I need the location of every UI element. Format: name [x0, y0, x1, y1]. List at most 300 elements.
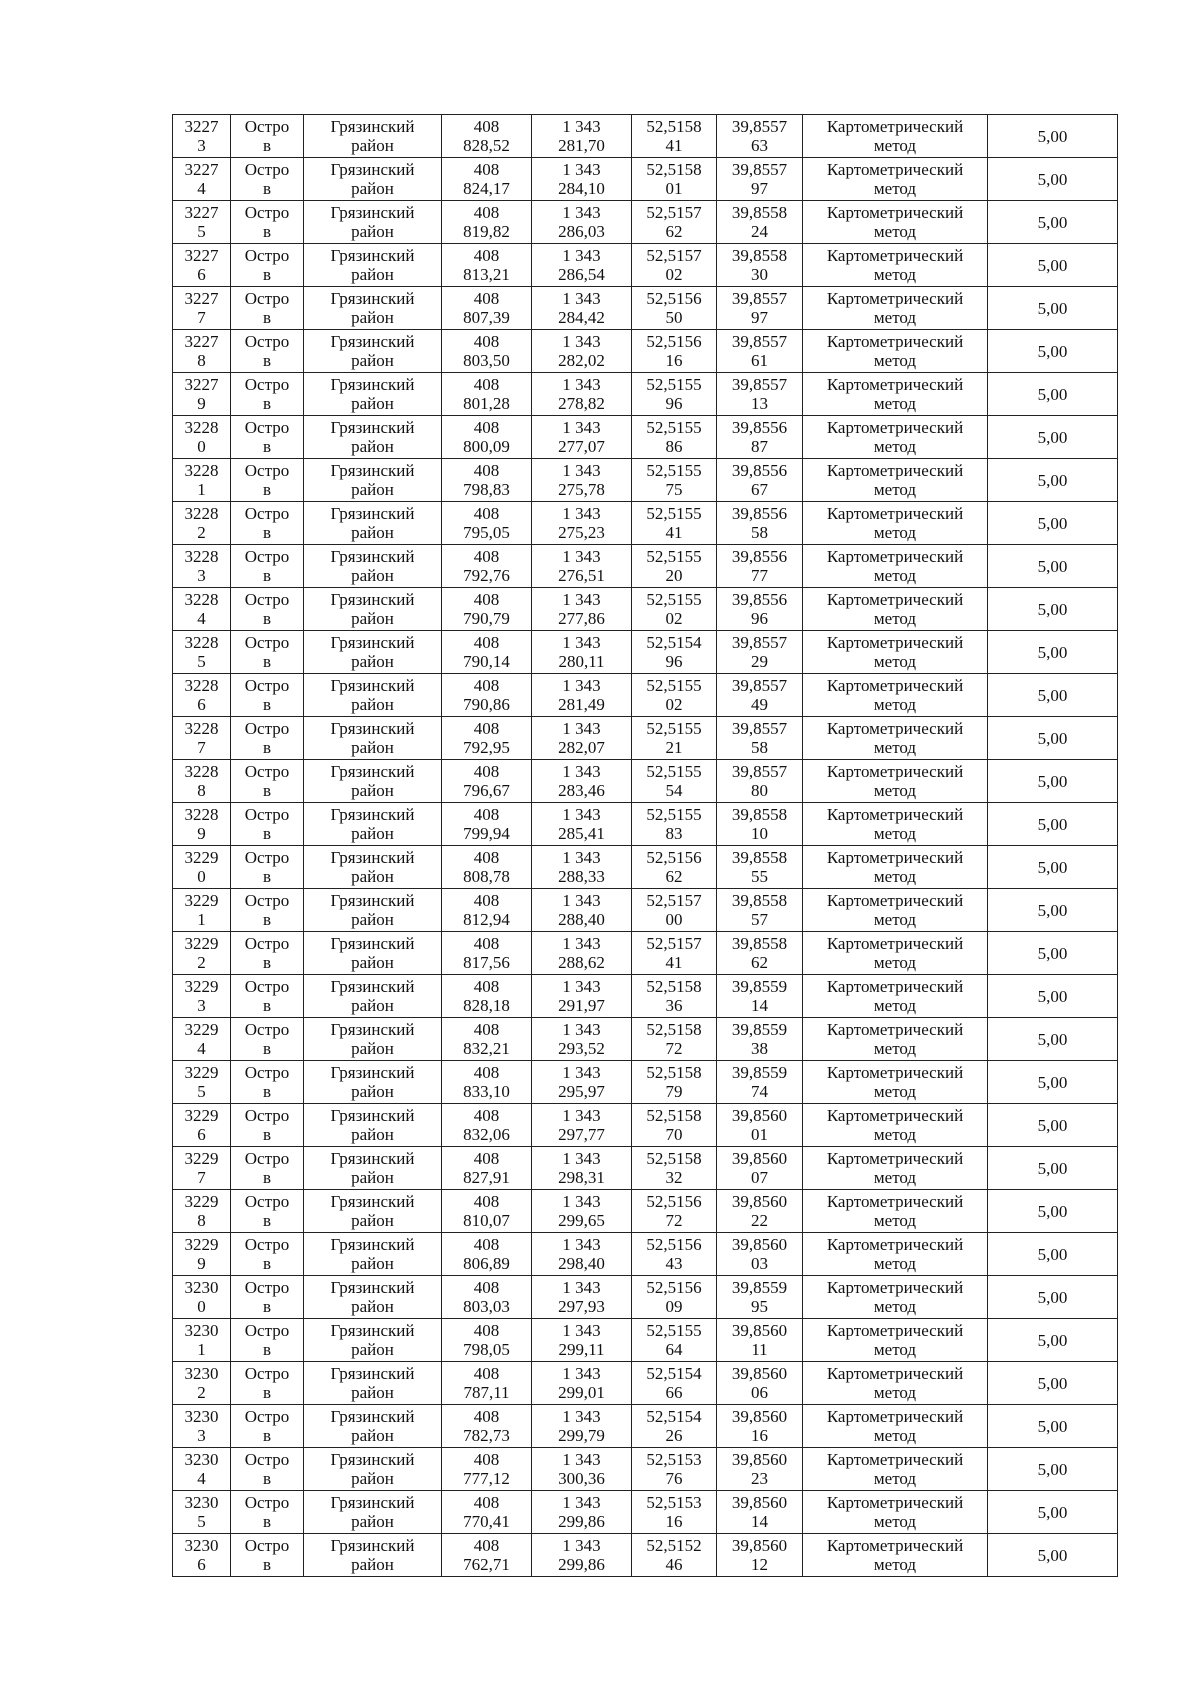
x-coordinate-cell-line: 799,94 [463, 824, 510, 843]
x-coordinate-cell [442, 1104, 532, 1147]
district-cell-line: район [351, 1039, 394, 1058]
x-coordinate-cell-line: 790,14 [463, 652, 510, 671]
object-type-cell [231, 158, 304, 201]
method-cell-line: Картометрический [826, 805, 964, 824]
x-coordinate-cell [442, 803, 532, 846]
longitude-cell-line: 39,8557 [731, 160, 788, 179]
x-coordinate-cell [442, 330, 532, 373]
point-number-cell-line: 4 [197, 1039, 206, 1058]
table-row [173, 1534, 1118, 1577]
object-type-cell [231, 1104, 304, 1147]
x-coordinate-cell-line: 800,09 [463, 437, 510, 456]
y-coordinate-cell-line: 1 343 [562, 1192, 601, 1211]
point-number-cell-line: 6 [197, 265, 206, 284]
latitude-cell-line: 72 [665, 1039, 683, 1058]
table-row [173, 1018, 1118, 1061]
x-coordinate-cell-line: 408 [473, 1149, 500, 1168]
accuracy-cell: 5,00 [988, 330, 1118, 373]
y-coordinate-cell [532, 1405, 632, 1448]
latitude-cell [632, 1534, 717, 1577]
latitude-cell-line: 76 [665, 1469, 683, 1488]
method-cell-line: Картометрический [826, 934, 964, 953]
point-number-cell-line: 3227 [184, 117, 219, 136]
object-type-cell-line: в [262, 1168, 272, 1187]
x-coordinate-cell-line: 790,86 [463, 695, 510, 714]
latitude-cell-line: 52,5155 [646, 375, 702, 394]
method-cell [803, 459, 988, 502]
point-number-cell-line: 3228 [184, 504, 219, 523]
point-number-cell-line: 3227 [184, 332, 219, 351]
x-coordinate-cell [442, 1233, 532, 1276]
method-cell [803, 1362, 988, 1405]
x-coordinate-cell-line: 408 [473, 805, 500, 824]
y-coordinate-cell [532, 416, 632, 459]
latitude-cell [632, 201, 717, 244]
district-cell [304, 158, 442, 201]
district-cell-line: Грязинский [330, 1493, 415, 1512]
object-type-cell-line: в [262, 437, 272, 456]
latitude-cell [632, 459, 717, 502]
district-cell [304, 1405, 442, 1448]
object-type-cell-line: в [262, 480, 272, 499]
longitude-cell [717, 502, 803, 545]
point-number-cell-line: 5 [197, 652, 206, 671]
accuracy-cell: 5,00 [988, 1147, 1118, 1190]
method-cell-line: Картометрический [826, 332, 964, 351]
longitude-cell-line: 01 [751, 1125, 768, 1144]
method-cell-line: Картометрический [826, 1321, 964, 1340]
x-coordinate-cell-line: 408 [473, 461, 500, 480]
method-cell-line: метод [873, 1297, 917, 1316]
method-cell-line: Картометрический [826, 1020, 964, 1039]
longitude-cell-line: 39,8556 [731, 547, 788, 566]
point-number-cell-line: 3227 [184, 160, 219, 179]
accuracy-cell: 5,00 [988, 1190, 1118, 1233]
accuracy-cell: 5,00 [988, 158, 1118, 201]
district-cell [304, 1448, 442, 1491]
longitude-cell-line: 23 [751, 1469, 768, 1488]
point-number-cell [173, 674, 231, 717]
district-cell-line: район [351, 996, 394, 1015]
point-number-cell-line: 3 [197, 566, 206, 585]
y-coordinate-cell-line: 1 343 [562, 934, 601, 953]
y-coordinate-cell-line: 276,51 [558, 566, 605, 585]
point-number-cell-line: 5 [197, 1512, 206, 1531]
object-type-cell-line: в [262, 652, 272, 671]
latitude-cell [632, 674, 717, 717]
method-cell [803, 1534, 988, 1577]
latitude-cell-line: 52,5156 [646, 1192, 702, 1211]
longitude-cell [717, 889, 803, 932]
district-cell-line: район [351, 222, 394, 241]
object-type-cell-line: в [262, 609, 272, 628]
latitude-cell-line: 52,5156 [646, 1278, 702, 1297]
district-cell [304, 1362, 442, 1405]
x-coordinate-cell [442, 545, 532, 588]
object-type-cell-line: в [262, 996, 272, 1015]
point-number-cell-line: 3228 [184, 762, 219, 781]
object-type-cell-line: в [262, 1125, 272, 1144]
table-row [173, 717, 1118, 760]
method-cell-line: метод [873, 1168, 917, 1187]
method-cell-line: метод [873, 1383, 917, 1402]
y-coordinate-cell-line: 281,49 [558, 695, 605, 714]
x-coordinate-cell [442, 932, 532, 975]
object-type-cell-line: Остро [244, 1235, 290, 1254]
method-cell-line: Картометрический [826, 375, 964, 394]
method-cell-line: Картометрический [826, 289, 964, 308]
latitude-cell-line: 52,5158 [646, 1063, 702, 1082]
method-cell [803, 330, 988, 373]
y-coordinate-cell [532, 846, 632, 889]
x-coordinate-cell-line: 408 [473, 676, 500, 695]
method-cell-line: метод [873, 1340, 917, 1359]
longitude-cell [717, 1147, 803, 1190]
point-number-cell-line: 3 [197, 1426, 206, 1445]
x-coordinate-cell-line: 807,39 [463, 308, 510, 327]
latitude-cell-line: 52,5157 [646, 891, 702, 910]
point-number-cell-line: 3227 [184, 289, 219, 308]
accuracy-cell: 5,00 [988, 1018, 1118, 1061]
longitude-cell-line: 39,8560 [731, 1407, 788, 1426]
x-coordinate-cell-line: 795,05 [463, 523, 510, 542]
method-cell-line: Картометрический [826, 1235, 964, 1254]
latitude-cell [632, 1448, 717, 1491]
object-type-cell-line: Остро [244, 719, 290, 738]
district-cell-line: Грязинский [330, 1321, 415, 1340]
y-coordinate-cell-line: 299,86 [558, 1512, 605, 1531]
method-cell-line: Картометрический [826, 203, 964, 222]
x-coordinate-cell-line: 408 [473, 1450, 500, 1469]
x-coordinate-cell-line: 832,21 [463, 1039, 510, 1058]
district-cell-line: Грязинский [330, 375, 415, 394]
district-cell-line: Грязинский [330, 289, 415, 308]
x-coordinate-cell [442, 1276, 532, 1319]
longitude-cell-line: 61 [751, 351, 768, 370]
point-number-cell-line: 3230 [184, 1364, 219, 1383]
x-coordinate-cell-line: 408 [473, 1020, 500, 1039]
method-cell-line: метод [873, 695, 917, 714]
object-type-cell-line: в [262, 1469, 272, 1488]
object-type-cell-line: Остро [244, 160, 290, 179]
x-coordinate-cell-line: 408 [473, 762, 500, 781]
x-coordinate-cell-line: 803,03 [463, 1297, 510, 1316]
x-coordinate-cell-line: 408 [473, 719, 500, 738]
longitude-cell [717, 760, 803, 803]
y-coordinate-cell [532, 760, 632, 803]
method-cell [803, 1190, 988, 1233]
district-cell-line: район [351, 609, 394, 628]
accuracy-cell: 5,00 [988, 1319, 1118, 1362]
y-coordinate-cell-line: 1 343 [562, 246, 601, 265]
x-coordinate-cell [442, 1534, 532, 1577]
longitude-cell-line: 39,8557 [731, 332, 788, 351]
point-number-cell-line: 1 [197, 480, 206, 499]
point-number-cell-line: 3230 [184, 1321, 219, 1340]
y-coordinate-cell-line: 1 343 [562, 418, 601, 437]
method-cell [803, 373, 988, 416]
x-coordinate-cell-line: 408 [473, 1106, 500, 1125]
x-coordinate-cell-line: 408 [473, 246, 500, 265]
latitude-cell [632, 416, 717, 459]
x-coordinate-cell [442, 1448, 532, 1491]
table-row [173, 201, 1118, 244]
point-number-cell-line: 8 [197, 781, 206, 800]
latitude-cell [632, 932, 717, 975]
latitude-cell [632, 1276, 717, 1319]
point-number-cell-line: 7 [197, 308, 206, 327]
y-coordinate-cell-line: 1 343 [562, 547, 601, 566]
point-number-cell-line: 3230 [184, 1536, 219, 1555]
latitude-cell-line: 16 [665, 351, 683, 370]
x-coordinate-cell [442, 674, 532, 717]
x-coordinate-cell-line: 408 [473, 1493, 500, 1512]
point-number-cell [173, 1233, 231, 1276]
latitude-cell [632, 158, 717, 201]
table-row [173, 1147, 1118, 1190]
object-type-cell [231, 373, 304, 416]
x-coordinate-cell-line: 777,12 [463, 1469, 510, 1488]
district-cell-line: Грязинский [330, 160, 415, 179]
longitude-cell [717, 674, 803, 717]
method-cell-line: Картометрический [826, 676, 964, 695]
method-cell-line: метод [873, 609, 917, 628]
object-type-cell-line: в [262, 1340, 272, 1359]
x-coordinate-cell-line: 408 [473, 547, 500, 566]
latitude-cell-line: 52,5155 [646, 676, 702, 695]
point-number-cell-line: 8 [197, 351, 206, 370]
object-type-cell-line: в [262, 695, 272, 714]
longitude-cell-line: 29 [751, 652, 768, 671]
latitude-cell-line: 52,5153 [646, 1493, 702, 1512]
method-cell [803, 1061, 988, 1104]
object-type-cell [231, 416, 304, 459]
object-type-cell-line: в [262, 136, 272, 155]
y-coordinate-cell-line: 1 343 [562, 1407, 601, 1426]
latitude-cell-line: 52,5158 [646, 977, 702, 996]
y-coordinate-cell-line: 1 343 [562, 633, 601, 652]
object-type-cell-line: Остро [244, 461, 290, 480]
y-coordinate-cell-line: 297,77 [558, 1125, 605, 1144]
table-row [173, 502, 1118, 545]
method-cell [803, 545, 988, 588]
latitude-cell-line: 52,5155 [646, 418, 702, 437]
point-number-cell-line: 3228 [184, 547, 219, 566]
y-coordinate-cell-line: 284,42 [558, 308, 605, 327]
longitude-cell-line: 39,8560 [731, 1149, 788, 1168]
point-number-cell-line: 3 [197, 996, 206, 1015]
object-type-cell-line: в [262, 824, 272, 843]
point-number-cell [173, 975, 231, 1018]
x-coordinate-cell-line: 408 [473, 289, 500, 308]
longitude-cell-line: 57 [751, 910, 768, 929]
district-cell-line: Грязинский [330, 547, 415, 566]
district-cell-line: район [351, 136, 394, 155]
method-cell-line: метод [873, 136, 917, 155]
point-number-cell [173, 115, 231, 158]
x-coordinate-cell [442, 975, 532, 1018]
latitude-cell-line: 52,5155 [646, 461, 702, 480]
x-coordinate-cell-line: 787,11 [463, 1383, 510, 1402]
method-cell-line: Картометрический [826, 848, 964, 867]
x-coordinate-cell-line: 408 [473, 160, 500, 179]
latitude-cell-line: 86 [665, 437, 683, 456]
district-cell-line: Грязинский [330, 1450, 415, 1469]
x-coordinate-cell [442, 1147, 532, 1190]
method-cell-line: Картометрический [826, 719, 964, 738]
object-type-cell-line: в [262, 1082, 272, 1101]
district-cell [304, 502, 442, 545]
y-coordinate-cell-line: 1 343 [562, 1235, 601, 1254]
longitude-cell [717, 846, 803, 889]
x-coordinate-cell-line: 408 [473, 1407, 500, 1426]
table-row [173, 1190, 1118, 1233]
object-type-cell [231, 803, 304, 846]
latitude-cell-line: 02 [665, 695, 683, 714]
latitude-cell-line: 52,5154 [646, 1364, 702, 1383]
district-cell [304, 416, 442, 459]
longitude-cell-line: 39,8558 [731, 805, 788, 824]
y-coordinate-cell [532, 1147, 632, 1190]
y-coordinate-cell-line: 1 343 [562, 332, 601, 351]
district-cell [304, 975, 442, 1018]
point-number-cell-line: 1 [197, 910, 206, 929]
y-coordinate-cell-line: 1 343 [562, 1321, 601, 1340]
accuracy-cell: 5,00 [988, 201, 1118, 244]
method-cell-line: метод [873, 996, 917, 1015]
method-cell [803, 1405, 988, 1448]
district-cell-line: район [351, 1383, 394, 1402]
x-coordinate-cell-line: 812,94 [463, 910, 510, 929]
latitude-cell-line: 52,5157 [646, 246, 702, 265]
object-type-cell-line: Остро [244, 1192, 290, 1211]
y-coordinate-cell-line: 291,97 [558, 996, 605, 1015]
method-cell-line: Картометрический [826, 1106, 964, 1125]
accuracy-cell: 5,00 [988, 1534, 1118, 1577]
latitude-cell-line: 21 [665, 738, 683, 757]
district-cell-line: район [351, 437, 394, 456]
y-coordinate-cell-line: 299,86 [558, 1555, 605, 1574]
accuracy-cell: 5,00 [988, 846, 1118, 889]
table-row [173, 1491, 1118, 1534]
y-coordinate-cell-line: 1 343 [562, 504, 601, 523]
district-cell [304, 760, 442, 803]
latitude-cell [632, 803, 717, 846]
point-number-cell-line: 9 [197, 824, 206, 843]
object-type-cell-line: Остро [244, 418, 290, 437]
longitude-cell [717, 1448, 803, 1491]
y-coordinate-cell [532, 1534, 632, 1577]
x-coordinate-cell-line: 408 [473, 1235, 500, 1254]
latitude-cell-line: 52,5152 [646, 1536, 702, 1555]
latitude-cell-line: 66 [665, 1383, 683, 1402]
district-cell-line: Грязинский [330, 246, 415, 265]
y-coordinate-cell [532, 459, 632, 502]
point-number-cell-line: 3227 [184, 246, 219, 265]
table-row [173, 1319, 1118, 1362]
object-type-cell-line: Остро [244, 1493, 290, 1512]
latitude-cell-line: 52,5158 [646, 1149, 702, 1168]
district-cell [304, 889, 442, 932]
district-cell-line: Грязинский [330, 117, 415, 136]
object-type-cell [231, 115, 304, 158]
x-coordinate-cell-line: 408 [473, 1536, 500, 1555]
object-type-cell-line: в [262, 222, 272, 241]
point-number-cell [173, 1405, 231, 1448]
x-coordinate-cell-line: 408 [473, 332, 500, 351]
method-cell-line: Картометрический [826, 117, 964, 136]
district-cell [304, 287, 442, 330]
method-cell-line: метод [873, 308, 917, 327]
accuracy-cell: 5,00 [988, 975, 1118, 1018]
longitude-cell [717, 717, 803, 760]
y-coordinate-cell-line: 286,03 [558, 222, 605, 241]
longitude-cell-line: 22 [751, 1211, 768, 1230]
method-cell [803, 201, 988, 244]
y-coordinate-cell [532, 158, 632, 201]
y-coordinate-cell-line: 298,40 [558, 1254, 605, 1273]
y-coordinate-cell-line: 1 343 [562, 117, 601, 136]
district-cell [304, 1276, 442, 1319]
y-coordinate-cell-line: 1 343 [562, 160, 601, 179]
point-number-cell-line: 5 [197, 222, 206, 241]
y-coordinate-cell [532, 244, 632, 287]
longitude-cell-line: 39,8560 [731, 1106, 788, 1125]
longitude-cell-line: 39,8557 [731, 289, 788, 308]
point-number-cell-line: 3228 [184, 633, 219, 652]
method-cell [803, 760, 988, 803]
point-number-cell [173, 932, 231, 975]
longitude-cell-line: 07 [751, 1168, 768, 1187]
latitude-cell [632, 1233, 717, 1276]
latitude-cell [632, 373, 717, 416]
longitude-cell [717, 1491, 803, 1534]
x-coordinate-cell-line: 408 [473, 977, 500, 996]
y-coordinate-cell-line: 282,02 [558, 351, 605, 370]
longitude-cell [717, 803, 803, 846]
district-cell-line: район [351, 953, 394, 972]
method-cell [803, 1491, 988, 1534]
method-cell [803, 631, 988, 674]
point-number-cell [173, 889, 231, 932]
point-number-cell [173, 545, 231, 588]
x-coordinate-cell-line: 808,78 [463, 867, 510, 886]
y-coordinate-cell [532, 588, 632, 631]
object-type-cell-line: Остро [244, 246, 290, 265]
longitude-cell-line: 39,8558 [731, 203, 788, 222]
longitude-cell-line: 39,8558 [731, 848, 788, 867]
latitude-cell-line: 41 [665, 136, 683, 155]
longitude-cell-line: 39,8559 [731, 977, 788, 996]
y-coordinate-cell-line: 275,78 [558, 480, 605, 499]
y-coordinate-cell-line: 288,40 [558, 910, 605, 929]
x-coordinate-cell-line: 408 [473, 117, 500, 136]
point-number-cell [173, 1018, 231, 1061]
longitude-cell-line: 16 [751, 1426, 768, 1445]
latitude-cell-line: 02 [665, 609, 683, 628]
object-type-cell [231, 287, 304, 330]
longitude-cell [717, 1061, 803, 1104]
district-cell-line: район [351, 394, 394, 413]
method-cell-line: Картометрический [826, 1063, 964, 1082]
point-number-cell-line: 4 [197, 609, 206, 628]
latitude-cell-line: 72 [665, 1211, 683, 1230]
object-type-cell-line: Остро [244, 891, 290, 910]
district-cell-line: район [351, 1426, 394, 1445]
y-coordinate-cell-line: 277,86 [558, 609, 605, 628]
latitude-cell [632, 1405, 717, 1448]
table-row [173, 588, 1118, 631]
